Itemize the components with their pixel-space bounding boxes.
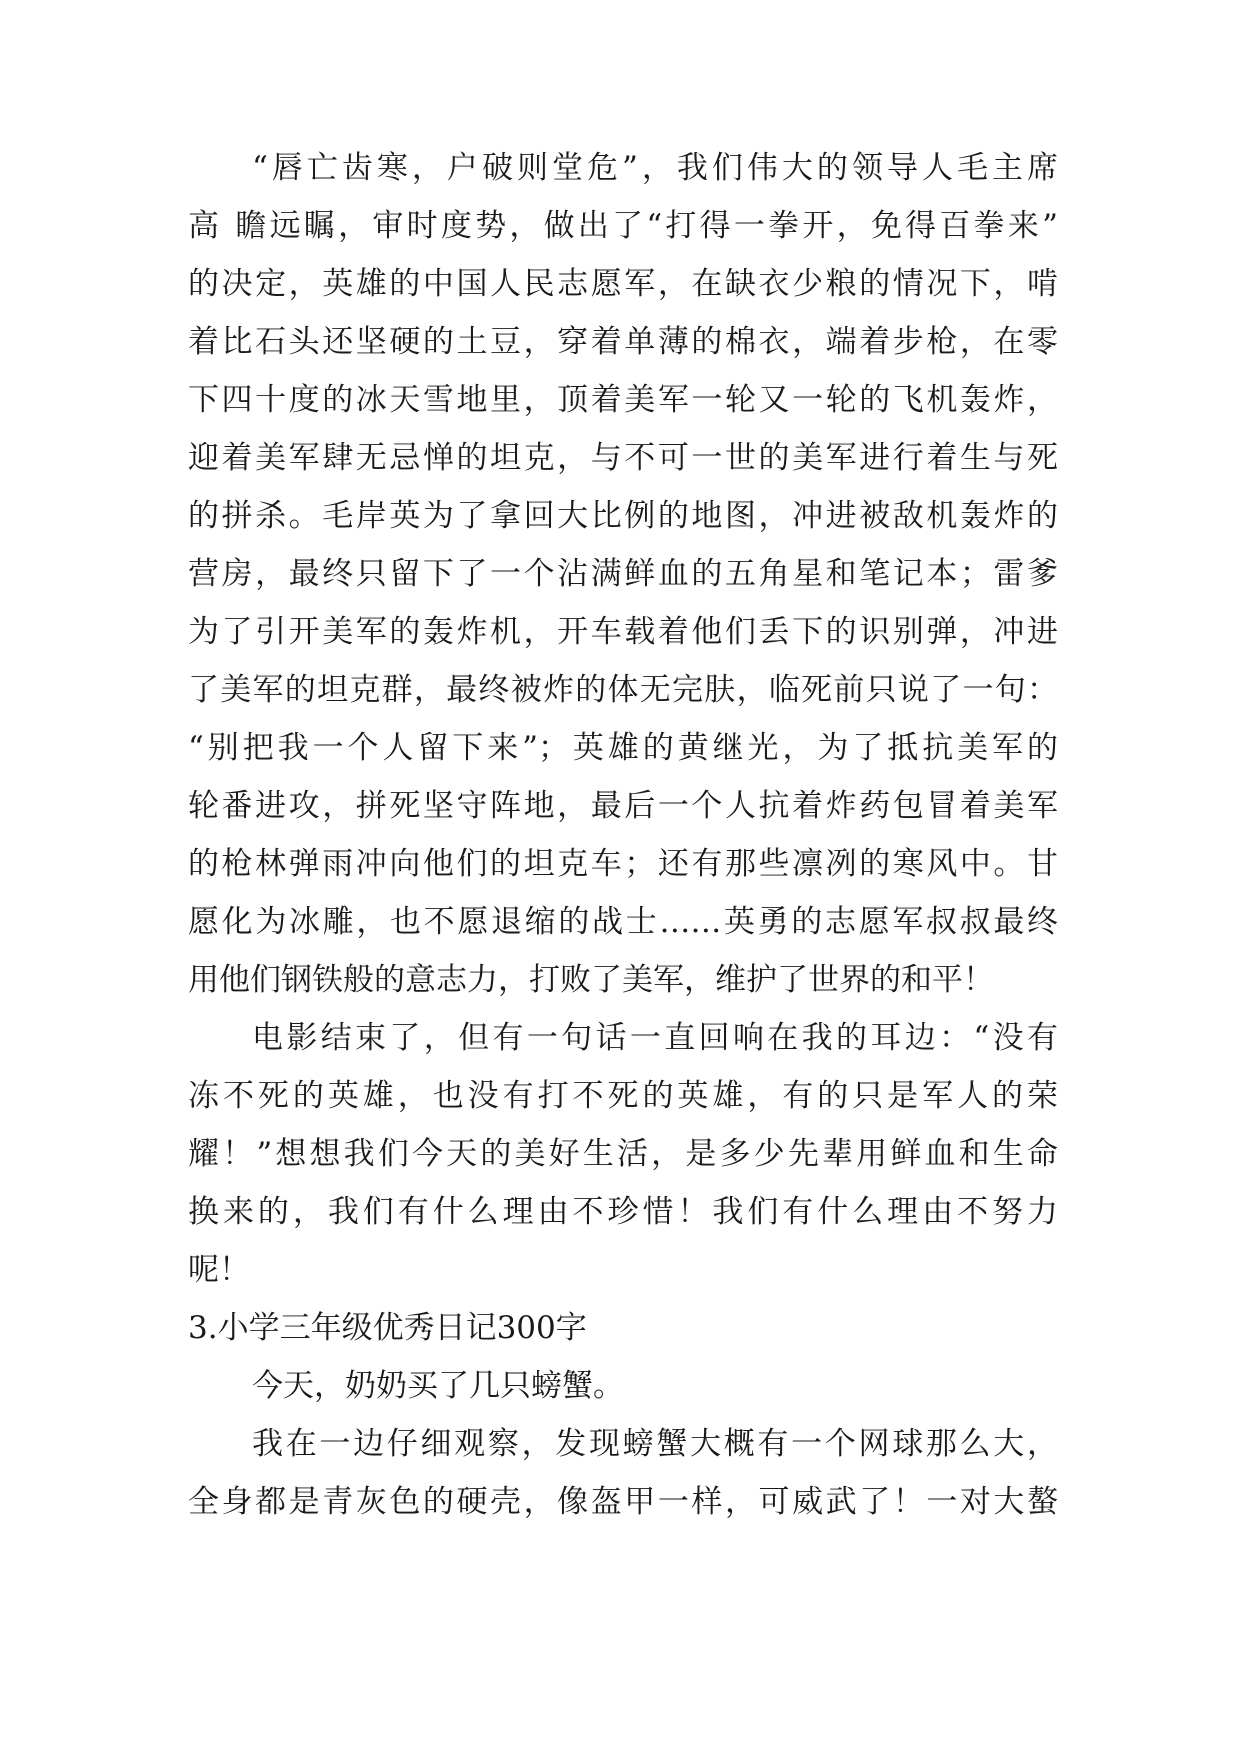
text-line: 为了引开美军的轰炸机，开车载着他们丢下的识别弹，冲进 [188,614,1058,650]
text-line: 的决定，英雄的中国人民志愿军，在缺衣少粮的情况下，啃 [188,266,1058,302]
text-line: 耀！”想想我们今天的美好生活，是多少先辈用鲜血和生命 [188,1136,1058,1172]
text-line: 高 瞻远瞩，审时度势，做出了“打得一拳开，免得百拳来” [188,208,1058,244]
text-line: “唇亡齿寒，户破则堂危”，我们伟大的领导人毛主席 [252,150,1058,186]
text-line: 迎着美军肆无忌惮的坦克，与不可一世的美军进行着生与死 [188,440,1058,476]
text-line: 我在一边仔细观察，发现螃蟹大概有一个网球那么大， [252,1426,1058,1462]
text-line: 营房，最终只留下了一个沾满鲜血的五角星和笔记本；雷爹 [188,556,1058,592]
text-line: 了美军的坦克群，最终被炸的体无完肤，临死前只说了一句： [188,672,1058,708]
text-line: 换来的，我们有什么理由不珍惜！我们有什么理由不努力 [188,1194,1058,1230]
text-line: 全身都是青灰色的硬壳，像盔甲一样，可威武了！一对大螯 [188,1484,1058,1520]
text-line: 电影结束了，但有一句话一直回响在我的耳边：“没有 [252,1020,1058,1056]
text-line: 愿化为冰雕，也不愿退缩的战士……英勇的志愿军叔叔最终 [188,904,1058,940]
text-line: 的枪林弹雨冲向他们的坦克车；还有那些凛冽的寒风中。甘 [188,846,1058,882]
text-line: 用他们钢铁般的意志力，打败了美军，维护了世界的和平！ [188,962,994,998]
text-line: 今天，奶奶买了几只螃蟹。 [252,1368,624,1404]
text-line: 呢！ [188,1252,250,1288]
text-line: 着比石头还坚硬的土豆，穿着单薄的棉衣，端着步枪，在零 [188,324,1058,360]
text-line: 下四十度的冰天雪地里，顶着美军一轮又一轮的飞机轰炸， [188,382,1058,418]
section-heading: 3.小学三年级优秀日记300字 [188,1310,587,1346]
text-line: 轮番进攻，拼死坚守阵地，最后一个人抗着炸药包冒着美军 [188,788,1058,824]
text-line: “别把我一个人留下来”；英雄的黄继光，为了抵抗美军的 [188,730,1058,766]
text-line: 的拼杀。毛岸英为了拿回大比例的地图，冲进被敌机轰炸的 [188,498,1058,534]
text-line: 冻不死的英雄，也没有打不死的英雄，有的只是军人的荣 [188,1078,1058,1114]
